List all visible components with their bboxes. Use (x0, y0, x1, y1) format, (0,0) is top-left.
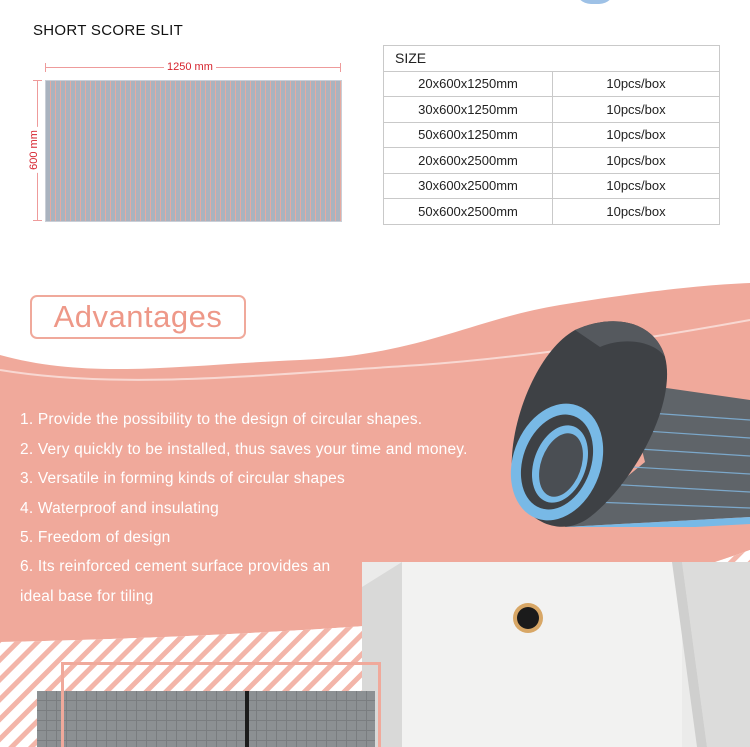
size-cell: 20x600x1250mm (384, 71, 553, 97)
size-cell: 30x600x1250mm (384, 97, 553, 123)
advantage-item: 6. Its reinforced cement surface provides an (20, 558, 331, 575)
advantage-item: 5. Freedom of design (20, 529, 171, 546)
qty-cell: 10pcs/box (553, 71, 720, 97)
table-row (384, 122, 720, 148)
advantage-item: 2. Very quickly to be installed, thus saves your time and money. (20, 441, 468, 458)
photo-frame (61, 662, 381, 747)
decorative-blob (575, 0, 615, 4)
scored-board-diagram (45, 80, 342, 222)
size-cell: 20x600x2500mm (384, 148, 553, 174)
width-dimension-tick (45, 63, 46, 72)
section-title: SHORT SCORE SLIT (33, 22, 184, 39)
size-cell: 50x600x1250mm (384, 122, 553, 148)
rolled-board-image (505, 312, 750, 527)
advantage-item: ideal base for tiling (20, 588, 154, 605)
qty-cell: 10pcs/box (553, 97, 720, 123)
size-table (383, 45, 720, 225)
qty-cell: 10pcs/box (553, 199, 720, 225)
size-cell: 50x600x2500mm (384, 199, 553, 225)
table-header-row (384, 46, 720, 72)
advantage-item: 3. Versatile in forming kinds of circular shapes (20, 470, 345, 487)
height-dimension-tick (33, 80, 42, 81)
width-dimension-label: 1250 mm (164, 60, 216, 74)
width-dimension-tick (340, 63, 341, 72)
qty-cell: 10pcs/box (553, 173, 720, 199)
size-cell: 30x600x2500mm (384, 173, 553, 199)
advantages-title: Advantages (53, 299, 223, 334)
table-row (384, 173, 720, 199)
table-header: SIZE (384, 46, 720, 72)
table-row (384, 148, 720, 174)
shower-photo-image (362, 562, 750, 747)
height-dimension-tick (33, 220, 42, 221)
advantage-item: 1. Provide the possibility to the design of circular shapes. (20, 411, 423, 428)
table-row (384, 97, 720, 123)
table-row (384, 71, 720, 97)
height-dimension-label: 600 mm (27, 127, 41, 173)
qty-cell: 10pcs/box (553, 122, 720, 148)
table-row (384, 199, 720, 225)
qty-cell: 10pcs/box (553, 148, 720, 174)
advantage-item: 4. Waterproof and insulating (20, 500, 219, 517)
